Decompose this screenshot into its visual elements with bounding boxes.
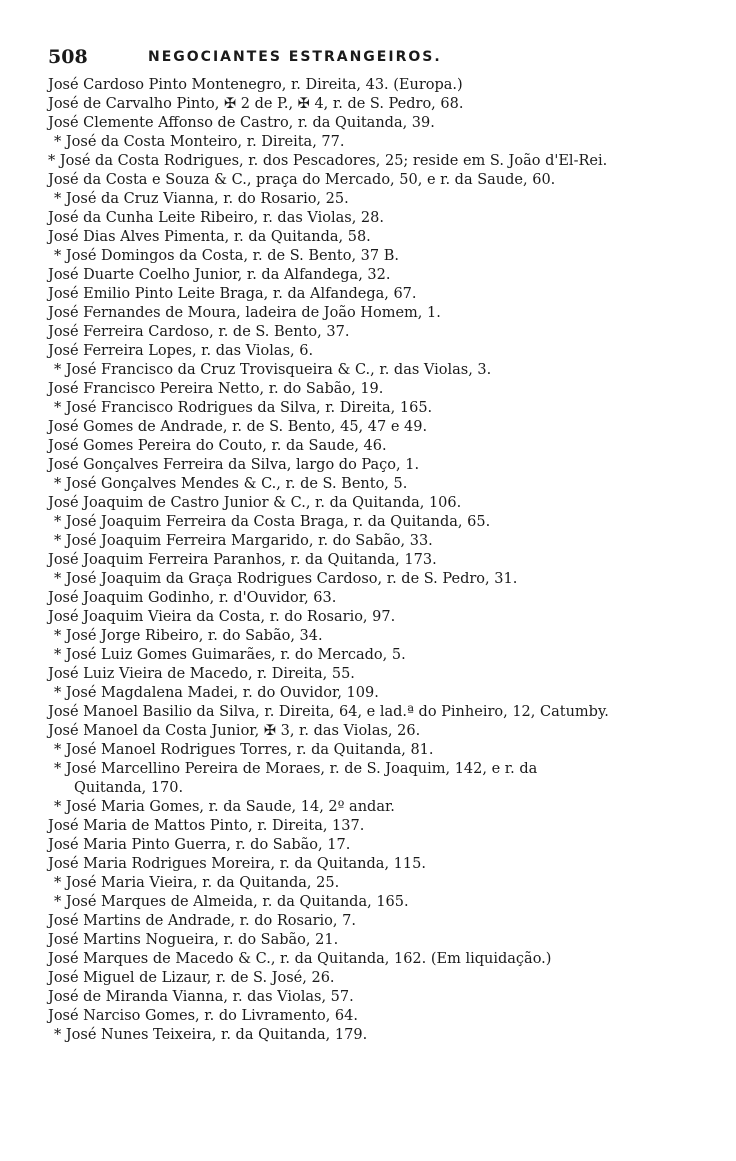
list-item: José Emilio Pinto Leite Braga, r. da Alfandega, 67.: [48, 286, 417, 302]
page-header: [48, 46, 688, 70]
list-item: José Maria Pinto Guerra, r. do Sabão, 17.: [48, 837, 351, 853]
list-item: * José Joaquim Ferreira Margarido, r. do Sabão, 33.: [54, 533, 433, 549]
list-item: * José Marcellino Pereira de Moraes, r. de S. Joaquim, 142, e r. da: [54, 761, 538, 777]
list-item: José Gonçalves Ferreira da Silva, largo do Paço, 1.: [48, 457, 420, 473]
list-item: José Ferreira Cardoso, r. de S. Bento, 37.: [48, 324, 350, 340]
list-item: * José Marques de Almeida, r. da Quitanda, 165.: [54, 894, 409, 910]
list-item: * José Nunes Teixeira, r. da Quitanda, 179.: [54, 1027, 368, 1043]
list-item: * José Luiz Gomes Guimarães, r. do Mercado, 5.: [54, 647, 406, 663]
list-item: José da Cunha Leite Ribeiro, r. das Violas, 28.: [48, 210, 384, 226]
list-item: José Clemente Affonso de Castro, r. da Quitanda, 39.: [48, 115, 435, 131]
list-item: * José Domingos da Costa, r. de S. Bento, 37 B.: [54, 248, 400, 264]
list-item: * José Jorge Ribeiro, r. do Sabão, 34.: [54, 628, 323, 644]
list-item: * José da Costa Monteiro, r. Direita, 77.: [54, 134, 345, 150]
list-item: José Joaquim Vieira da Costa, r. do Rosario, 97.: [48, 609, 396, 625]
list-item: José Dias Alves Pimenta, r. da Quitanda, 58.: [48, 229, 371, 245]
list-item: José Duarte Coelho Junior, r. da Alfandega, 32.: [48, 267, 391, 283]
list-item-continuation: Quitanda, 170.: [74, 780, 184, 796]
page-number: 508: [48, 46, 88, 68]
list-item: José Joaquim de Castro Junior & C., r. da Quitanda, 106.: [48, 495, 462, 511]
merchant-list: [48, 76, 688, 1045]
list-item: José Luiz Vieira de Macedo, r. Direita, 55.: [48, 666, 355, 682]
list-item: José de Miranda Vianna, r. das Violas, 57.: [48, 989, 354, 1005]
list-item: José Martins de Andrade, r. do Rosario, 7.: [48, 913, 356, 929]
list-item: José Joaquim Ferreira Paranhos, r. da Quitanda, 173.: [48, 552, 437, 568]
list-item: * José da Cruz Vianna, r. do Rosario, 25.: [54, 191, 349, 207]
list-item: * José Manoel Rodrigues Torres, r. da Quitanda, 81.: [54, 742, 434, 758]
list-item: José Manoel da Costa Junior, ✠ 3, r. das Violas, 26.: [48, 723, 421, 739]
list-item: José Maria Rodrigues Moreira, r. da Quitanda, 115.: [48, 856, 426, 872]
list-item: José da Costa e Souza & C., praça do Mercado, 50, e r. da Saude, 60.: [48, 172, 556, 188]
list-item: José Miguel de Lizaur, r. de S. José, 26.: [48, 970, 335, 986]
list-item: * José Francisco da Cruz Trovisqueira & C., r. das Violas, 3.: [54, 362, 492, 378]
list-item: * José Joaquim Ferreira da Costa Braga, r. da Quitanda, 65.: [54, 514, 491, 530]
list-item: José Ferreira Lopes, r. das Violas, 6.: [48, 343, 314, 359]
list-item: José Narciso Gomes, r. do Livramento, 64.: [48, 1008, 358, 1024]
list-item: José Joaquim Godinho, r. d'Ouvidor, 63.: [48, 590, 337, 606]
running-title: NEGOCIANTES ESTRANGEIROS.: [148, 49, 442, 65]
list-item: José Gomes Pereira do Couto, r. da Saude, 46.: [48, 438, 387, 454]
list-item: José Maria de Mattos Pinto, r. Direita, 137.: [48, 818, 365, 834]
list-item: * José Joaquim da Graça Rodrigues Cardoso, r. de S. Pedro, 31.: [54, 571, 518, 587]
list-item: José Cardoso Pinto Montenegro, r. Direita, 43. (Europa.): [48, 77, 463, 93]
list-item: * José Francisco Rodrigues da Silva, r. Direita, 165.: [54, 400, 433, 416]
list-item: José Martins Nogueira, r. do Sabão, 21.: [48, 932, 339, 948]
list-item: José Manoel Basilio da Silva, r. Direita, 64, e lad.ª do Pinheiro, 12, Catumby.: [48, 704, 609, 720]
list-item: José Fernandes de Moura, ladeira de João Homem, 1.: [48, 305, 441, 321]
list-item: José Francisco Pereira Netto, r. do Sabão, 19.: [48, 381, 384, 397]
list-item: José Marques de Macedo & C., r. da Quitanda, 162. (Em liquidação.): [48, 951, 552, 967]
list-item: * José Maria Vieira, r. da Quitanda, 25.: [54, 875, 340, 891]
list-item: * José Maria Gomes, r. da Saude, 14, 2º andar.: [54, 799, 395, 815]
list-item: * José da Costa Rodrigues, r. dos Pescadores, 25; reside em S. João d'El-Rei.: [48, 153, 608, 169]
list-item: * José Gonçalves Mendes & C., r. de S. Bento, 5.: [54, 476, 408, 492]
list-item: * José Magdalena Madei, r. do Ouvidor, 109.: [54, 685, 379, 701]
list-item: José de Carvalho Pinto, ✠ 2 de P., ✠ 4, r. de S. Pedro, 68.: [48, 96, 464, 112]
list-item: José Gomes de Andrade, r. de S. Bento, 45, 47 e 49.: [48, 419, 428, 435]
